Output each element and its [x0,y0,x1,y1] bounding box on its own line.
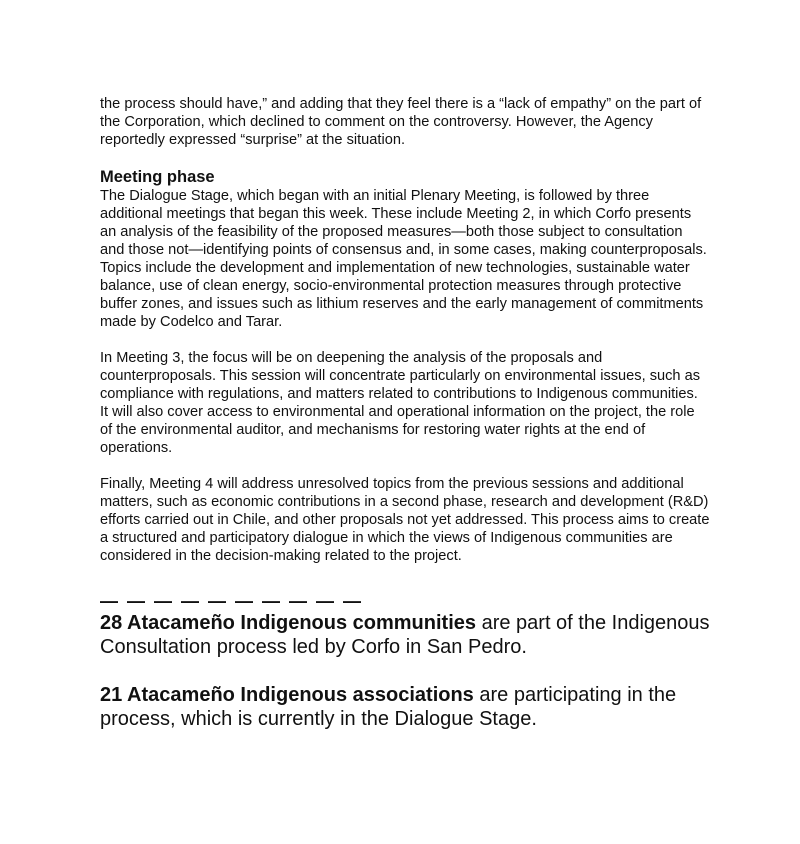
body-paragraph-2: In Meeting 3, the focus will be on deepening the analysis of the proposals and counterproposals. This session will concentrate particularly on environmental issues, such as compliance with regulations, and matters related to contributions to Indigenous communities. It will also cover access to environmental and operational information on the project, the role of the environmental auditor, and mechanisms for restoring water rights at the end of operations. [100,350,700,456]
article-body [100,95,710,731]
stat-communities [100,611,710,659]
spacer [100,659,710,683]
section-heading: Meeting phase [100,168,215,186]
stat-communities-highlight: 28 Atacameño Indigenous communities [100,612,477,634]
intro-paragraph: the process should have,” and adding that they feel there is a “lack of empathy” on the part of the Corporation, which declined to comment on the controversy. However, the Agency reportedly expressed “surprise” at the situation. [100,96,702,148]
body-paragraph-1: The Dialogue Stage, which began with an initial Plenary Meeting, is followed by three additional meetings that began this week. These include Meeting 2, in which Corfo presents an analysis of the feasibility of the proposed measures—both those subject to consultation and those not—identifying points of consensus and, in some cases, making counterproposals. Topics include the development and implementation of new technologies, sustainable water balance, use of clean energy, socio-environmental protection measures through protective buffer zones, and issues such as lithium reserves and the early management of commitments made by Codelco and Tarar. [100,188,707,330]
spacer [100,331,710,349]
stat-communities-text: are part of the Indigenous Consultation process led by Corfo in San Pedro. [100,612,710,658]
stat-associations-text: are participating in the process, which is currently in the Dialogue Stage. [100,684,677,730]
dash-divider: — — — — — — — — — — [100,591,364,611]
stat-associations [100,683,710,731]
body-paragraph-3: Finally, Meeting 4 will address unresolved topics from the previous sessions and additional matters, such as economic contributions in a second phase, research and development (R&D) efforts carried out in Chile, and other proposals not yet addressed. This process aims to create a structured and participatory dialogue in which the views of Indigenous communities are considered in the decision-making related to the project. [100,476,710,564]
stat-associations-highlight: 21 Atacameño Indigenous associations [100,684,474,706]
spacer [100,457,710,475]
spacer [100,149,710,167]
